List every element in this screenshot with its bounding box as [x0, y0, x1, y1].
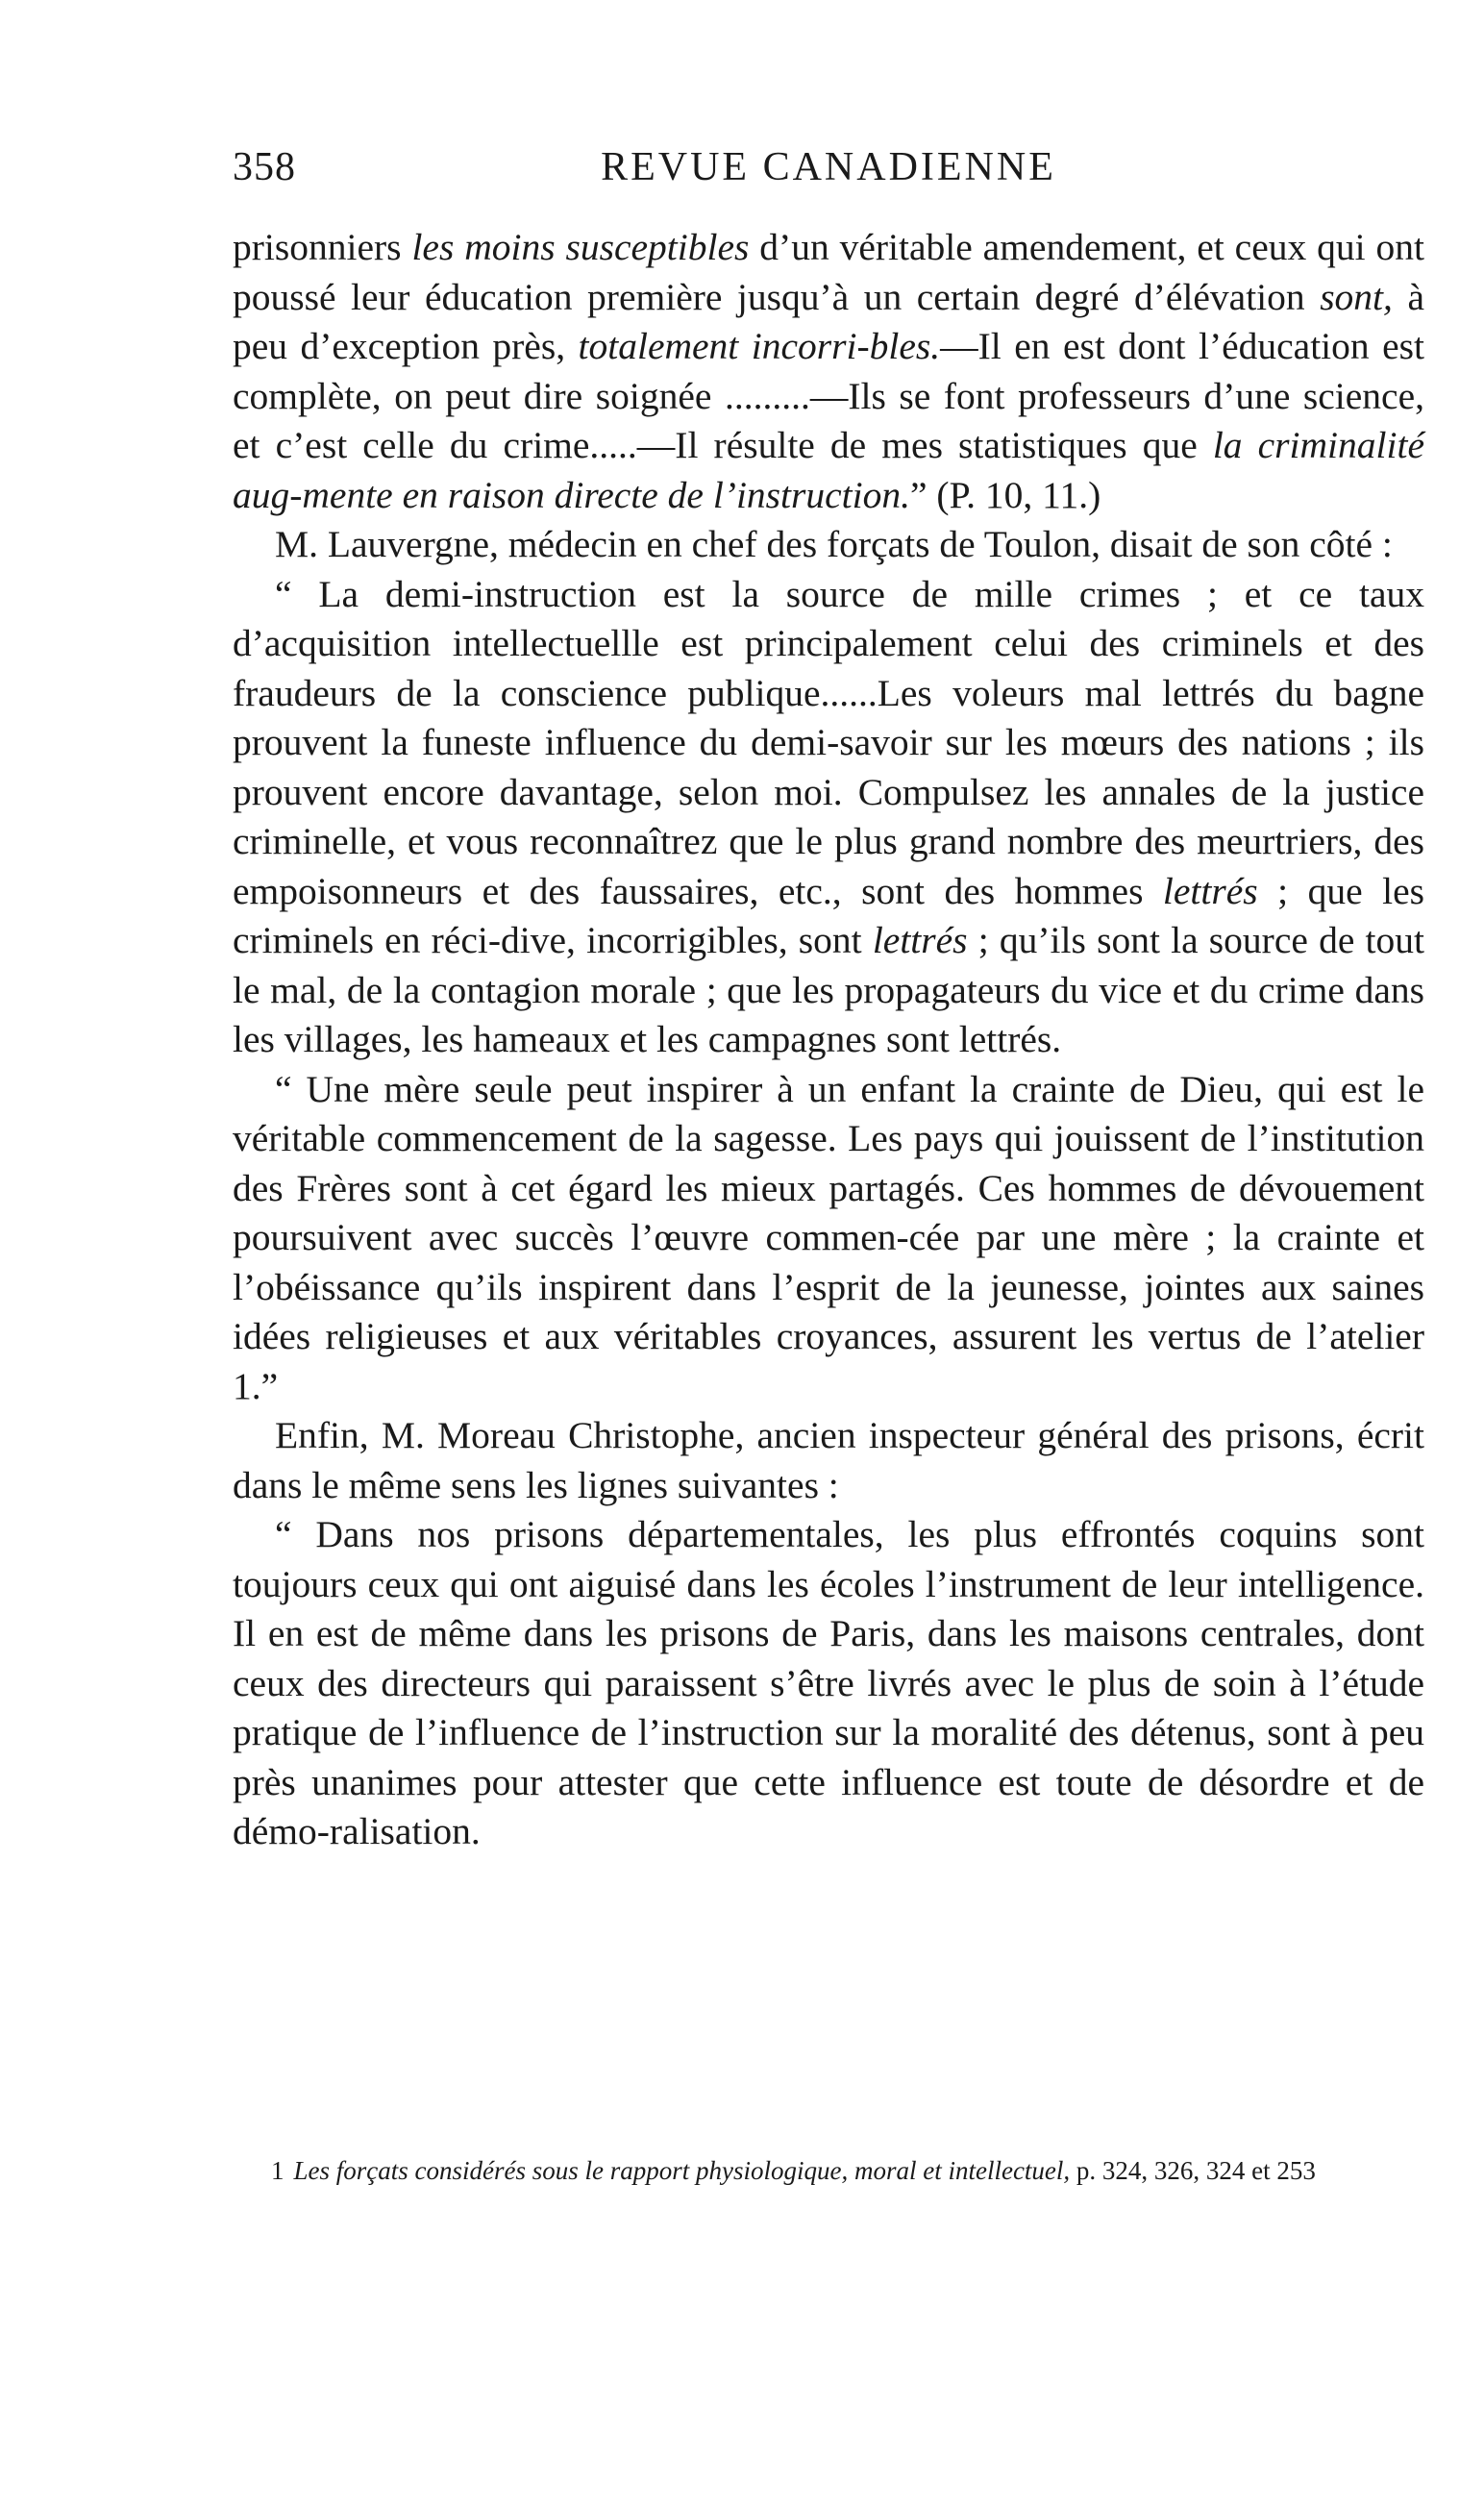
page-header [233, 144, 1424, 202]
paragraph [233, 223, 1424, 520]
text-run: —Il en est dont l’éducation est complète, on peut dire soignée .........—Ils se font professeurs d’une science, et c’est celle du crime.....—Il résulte de mes statistiques que [233, 325, 1424, 466]
text-run: à peu d’exception près, [233, 275, 1424, 367]
text-run: ” (P. 10, 11.) [910, 473, 1101, 516]
paragraph [233, 570, 1424, 1065]
paragraph [233, 1411, 1424, 1510]
footnote [233, 2151, 1424, 2190]
text-run: “ Dans nos prisons départementales, les plus effrontés coquins sont toujours ceux qui ont aiguisé dans les écoles l’instrument de leur intelligence. Il en est de même dans les prisons de Paris, dans les maisons centrales, dont ceux des directeurs qui paraissent s’être livrés avec le plus de soin à l’étude pratique de l’influence de l’instruction sur la moralité des détenus, sont à peu près unanimes pour attester que cette influence est toute de désordre et de démo-ralisation. [233, 1513, 1424, 1852]
footnote-title: Les forçats considérés sous le rapport physiologique, moral et intellectuel, [293, 2156, 1071, 2185]
text-run: Enfin, M. Moreau Christophe, ancien inspecteur général des prisons, écrit dans le même sens les lignes suivantes : [233, 1414, 1424, 1506]
text-run: ; que les criminels en réci-dive, incorrigibles, sont [233, 869, 1424, 961]
running-head: REVUE CANADIENNE [601, 145, 1056, 189]
italic-text: totalement incorri-bles. [578, 325, 941, 367]
paragraph [233, 520, 1424, 570]
text-run: prisonniers [233, 226, 412, 268]
paragraph [233, 1510, 1424, 1857]
page-number: 358 [233, 145, 296, 189]
italic-text: sont, [1320, 275, 1393, 318]
italic-text: la criminalité aug-mente en raison directe de l’instruction. [233, 424, 1424, 516]
italic-text: lettrés [1162, 869, 1258, 912]
footnote-text [233, 2151, 1424, 2190]
text-run: “ La demi-instruction est la source de mille crimes ; et ce taux d’acquisition intellectuellle est principalement celui des criminels et des fraudeurs de la conscience publique......Les voleurs mal lettrés du bagne prouvent la funeste influence du demi-savoir sur les mœurs des nations ; ils prouvent encore davantage, selon moi. Compulsez les annales de la justice criminelle, et vous reconnaîtrez que le plus grand nombre des meurtriers, des empoisonneurs et des faussaires, etc., sont des hommes [233, 572, 1424, 912]
text-run: M. Lauvergne, médecin en chef des forçats de Toulon, disait de son côté : [275, 523, 1393, 565]
text-run: d’un véritable amendement, et ceux qui ont poussé leur éducation première jusqu’à un certain degré d’élévation [233, 226, 1424, 318]
text-run: “ Une mère seule peut inspirer à un enfant la crainte de Dieu, qui est le véritable commencement de la sagesse. Les pays qui jouissent de l’institution des Frères sont à cet égard les mieux partagés. Ces hommes de dévouement poursuivent avec succès l’œuvre commen-cée par une mère ; la crainte et l’obéissance qu’ils inspirent dans l’esprit de la jeunesse, jointes aux saines idées religieuses et aux véritables croyances, assurent les vertus de l’atelier 1.” [233, 1067, 1424, 1407]
text-run: ; qu’ils sont la source de tout le mal, de la contagion morale ; que les propagateurs du vice et du crime dans les villages, les hameaux et les campagnes sont lettrés. [233, 919, 1424, 1060]
italic-text: les moins susceptibles [411, 226, 750, 268]
paragraph [233, 1065, 1424, 1412]
footnote-pages: p. 324, 326, 324 et 253 [1070, 2156, 1316, 2185]
body-text [233, 223, 1424, 1857]
italic-text: lettrés [872, 919, 968, 961]
footnote-marker: 1 [271, 2156, 284, 2185]
